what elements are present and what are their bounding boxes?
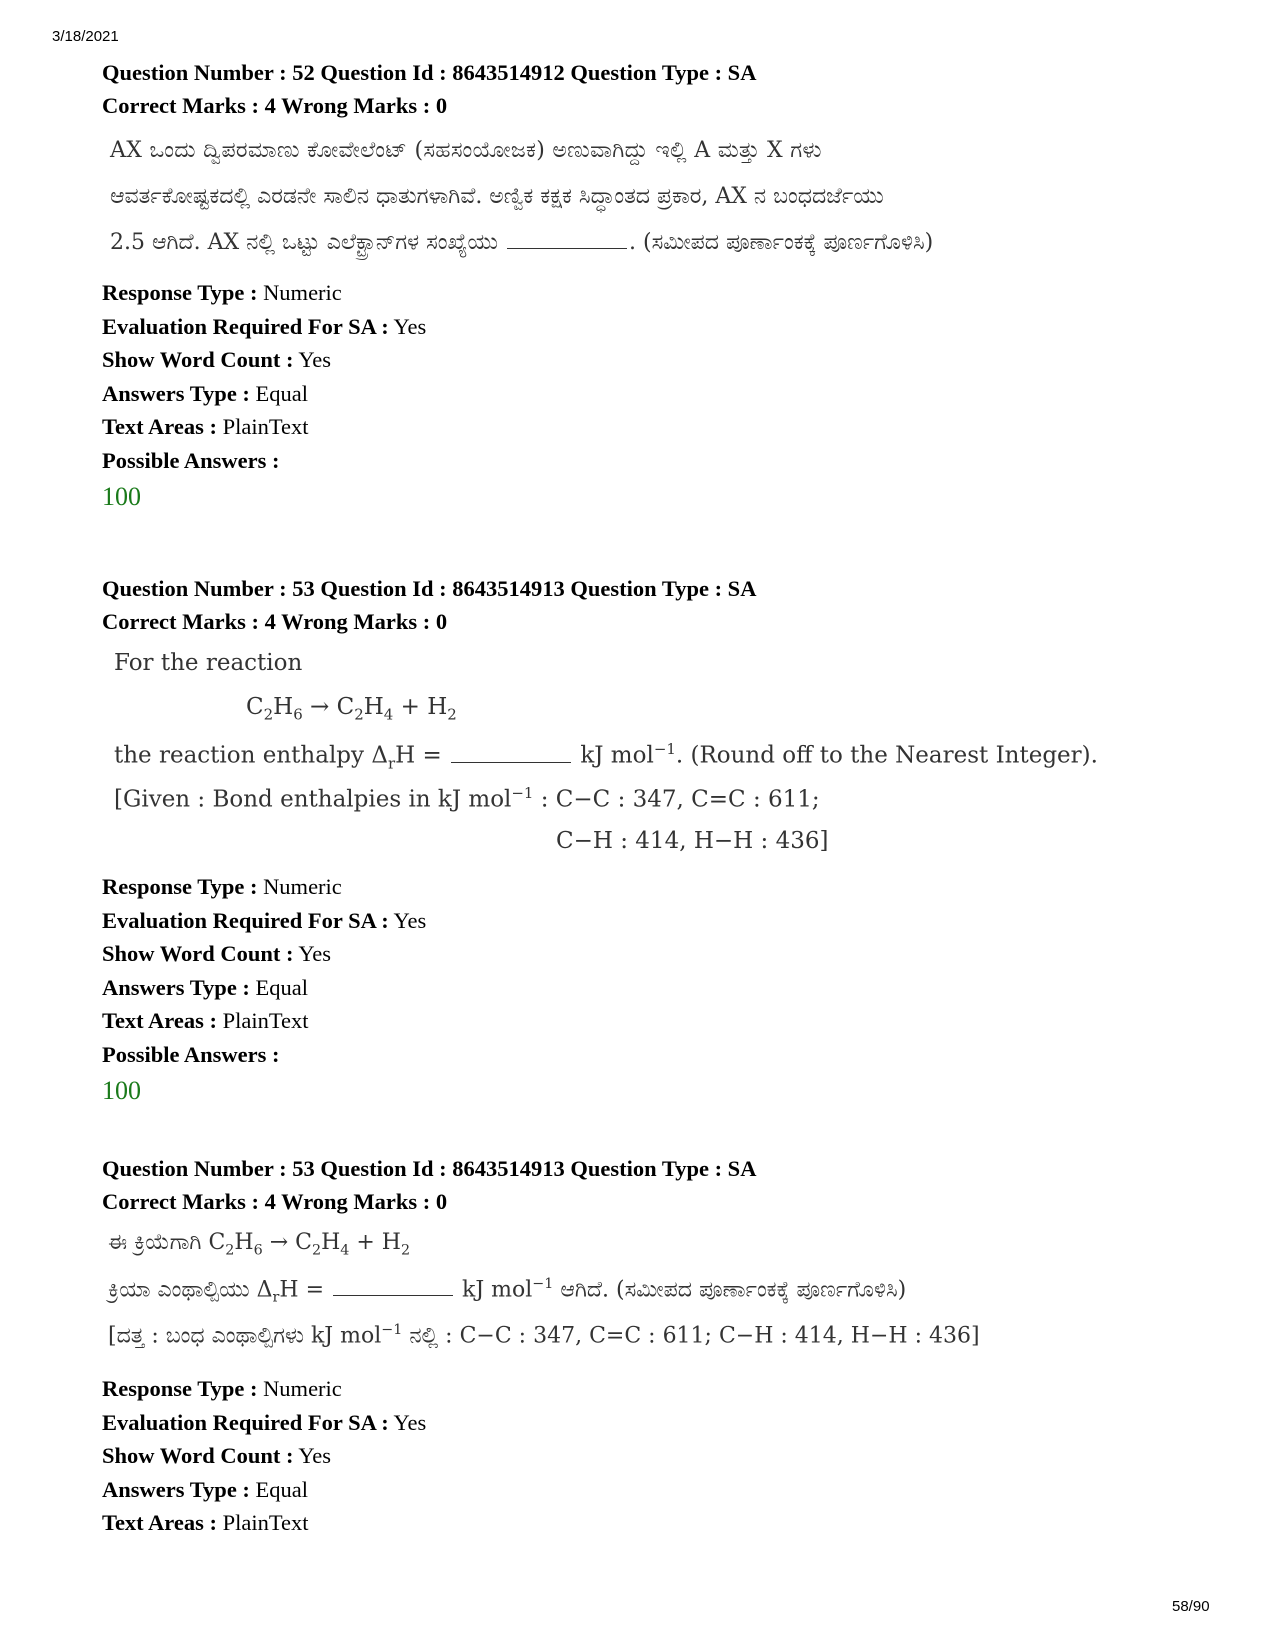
- meta-value: PlainText: [222, 1008, 309, 1033]
- question-meta: [102, 870, 1192, 1071]
- question-line: [ದತ್ತ : ಬಂಧ ಎಂಥಾಲ್ಪಿಗಳು kJ mol$^{-1}$ ನಲ್ಲಿ : C−C : 347, C=C : 611; C−H : 414, H−H : 436]: [108, 1322, 980, 1349]
- meta-label: Show Word Count :: [102, 1443, 294, 1468]
- question-line: ಆವರ್ತಕೋಷ್ಟಕದಲ್ಲಿ ಎರಡನೇ ಸಾಲಿನ ಧಾತುಗಳಾಗಿವೆ. ಅಣ್ವಿಕ ಕಕ್ಷಕ ಸಿದ್ಧಾಂತದ ಪ್ರಕಾರ, AX ನ ಬಂಧದರ್ಜೆಯು: [110, 184, 884, 209]
- question-meta: [102, 276, 1192, 477]
- meta-label: Evaluation Required For SA :: [102, 313, 389, 339]
- meta-row: [102, 1506, 1192, 1540]
- meta-row: [102, 377, 1192, 411]
- meta-row: [102, 937, 1192, 971]
- unit-text: kJ mol: [580, 742, 654, 769]
- answer-blank: [333, 1294, 453, 1296]
- meta-label: Evaluation Required For SA :: [102, 907, 389, 933]
- meta-label: Response Type :: [102, 280, 258, 305]
- meta-value: Numeric: [263, 280, 342, 305]
- meta-value: Equal: [255, 380, 309, 406]
- meta-label: Possible Answers :: [102, 1041, 280, 1067]
- question-line-text: : C−C : 347, C=C : 611;: [540, 786, 820, 813]
- question-line-text: . (ಸಮೀಪದ ಪೂರ್ಣಾಂಕಕ್ಕೆ ಪೂರ್ಣಗೊಳಿಸಿ): [629, 230, 934, 255]
- question-header: Question Number : 53 Question Id : 8643514913 Question Type : SA: [102, 1156, 757, 1181]
- meta-label: Possible Answers :: [102, 447, 280, 473]
- question-line-text: . (Round off to the Nearest Integer).: [675, 742, 1098, 769]
- meta-label: Response Type :: [102, 1376, 258, 1401]
- meta-row: [102, 971, 1192, 1005]
- meta-value: Yes: [298, 1443, 332, 1468]
- meta-value: Yes: [393, 907, 427, 933]
- meta-row: [102, 1004, 1192, 1038]
- marks-header: Correct Marks : 4 Wrong Marks : 0: [102, 609, 448, 634]
- possible-answer: 100: [102, 482, 141, 511]
- meta-row: [102, 276, 1192, 310]
- page-number: 58/90: [1172, 1598, 1210, 1615]
- question-line: C−H : 414, H−H : 436]: [556, 828, 829, 854]
- meta-value: PlainText: [222, 414, 309, 439]
- possible-answer: 100: [102, 1076, 141, 1105]
- question-block-53-kn: [102, 1152, 1192, 1540]
- question-line: ಕ್ರಿಯಾ ಎಂಥಾಲ್ಪಿಯು $\Delta_rH$ = kJ mol$^{-1}$ ಆಗಿದೆ. (ಸಮೀಪದ ಪೂರ್ಣಾಂಕಕ್ಕೆ ಪೂರ್ಣಗೊಳಿಸಿ): [108, 1276, 907, 1306]
- meta-value: Yes: [393, 1409, 427, 1435]
- meta-row: [102, 870, 1192, 904]
- reaction-equation: $C_2H_6 \to C_2H_4 + H_2$: [246, 694, 457, 724]
- meta-value: Numeric: [263, 1376, 342, 1401]
- meta-row: [102, 1372, 1192, 1406]
- question-block-53-en: [102, 572, 1192, 1108]
- meta-value: Yes: [298, 347, 332, 372]
- question-text: [102, 638, 1192, 870]
- question-line-text: the reaction enthalpy: [114, 742, 365, 769]
- question-line-text: ಆಗಿದೆ. (ಸಮೀಪದ ಪೂರ್ಣಾಂಕಕ್ಕೆ ಪೂರ್ಣಗೊಳಿಸಿ): [560, 1277, 907, 1303]
- question-text: [102, 1218, 1192, 1372]
- question-line-text: [Given : Bond enthalpies in kJ mol: [114, 786, 512, 813]
- meta-row: [102, 410, 1192, 444]
- unit-text: kJ mol: [462, 1277, 533, 1303]
- meta-label: Show Word Count :: [102, 941, 294, 966]
- meta-row: [102, 343, 1192, 377]
- meta-row: [102, 1406, 1192, 1440]
- meta-label: Evaluation Required For SA :: [102, 1409, 389, 1435]
- question-line: the reaction enthalpy $\Delta_rH$ = kJ mol$^{-1}$. (Round off to the Nearest Integer).: [114, 740, 1098, 773]
- answer-blank: [451, 761, 571, 763]
- meta-row: [102, 444, 1192, 478]
- question-line: AX ಒಂದು ದ್ವಿಪರಮಾಣು ಕೋವೇಲೆಂಟ್ (ಸಹಸಂಯೋಜಕ) ಅಣುವಾಗಿದ್ದು ಇಲ್ಲಿ A ಮತ್ತು X ಗಳು: [110, 138, 822, 163]
- meta-label: Answers Type :: [102, 380, 250, 406]
- meta-value: Yes: [393, 313, 427, 339]
- question-line: [110, 230, 933, 255]
- question-line-text: ಈ ಕ್ರಿಯೆಗಾಗಿ: [108, 1230, 202, 1255]
- marks-header: Correct Marks : 4 Wrong Marks : 0: [102, 1189, 448, 1214]
- answer-blank: [507, 247, 627, 249]
- meta-row: [102, 1439, 1192, 1473]
- question-line-text: 2.5 ಆಗಿದೆ. AX ನಲ್ಲಿ ಒಟ್ಟು ಎಲೆಕ್ಟ್ರಾನ್‌ಗಳ ಸಂಖ್ಯೆಯು: [110, 230, 499, 255]
- question-line-text: [ದತ್ತ : ಬಂಧ ಎಂಥಾಲ್ಪಿಗಳು kJ mol: [108, 1323, 382, 1349]
- question-line: ಈ ಕ್ರಿಯೆಗಾಗಿ $C_2H_6 \to C_2H_4 + H_2$: [108, 1230, 411, 1259]
- question-line: For the reaction: [114, 650, 303, 676]
- meta-value: PlainText: [222, 1510, 309, 1535]
- meta-value: Equal: [255, 1476, 309, 1502]
- question-line-text: ನಲ್ಲಿ : C−C : 347, C=C : 611; C−H : 414, H−H : 436]: [409, 1323, 980, 1349]
- question-line-text: ಕ್ರಿಯಾ ಎಂಥಾಲ್ಪಿಯು: [108, 1277, 250, 1303]
- meta-row: [102, 1038, 1192, 1072]
- print-date: 3/18/2021: [52, 28, 119, 45]
- meta-label: Text Areas :: [102, 414, 217, 439]
- meta-value: Numeric: [263, 874, 342, 899]
- meta-label: Text Areas :: [102, 1510, 217, 1535]
- question-block-52: [102, 56, 1192, 514]
- meta-row: [102, 1473, 1192, 1507]
- marks-header: Correct Marks : 4 Wrong Marks : 0: [102, 93, 448, 118]
- question-meta: [102, 1372, 1192, 1540]
- meta-label: Show Word Count :: [102, 347, 294, 372]
- meta-value: Yes: [298, 941, 332, 966]
- question-text: [102, 122, 1192, 276]
- meta-label: Answers Type :: [102, 1476, 250, 1502]
- meta-row: [102, 310, 1192, 344]
- meta-row: [102, 904, 1192, 938]
- meta-value: Equal: [255, 974, 309, 1000]
- meta-label: Text Areas :: [102, 1008, 217, 1033]
- question-header: Question Number : 52 Question Id : 8643514912 Question Type : SA: [102, 60, 757, 85]
- meta-label: Answers Type :: [102, 974, 250, 1000]
- question-line: [Given : Bond enthalpies in kJ mol$^{-1}$ : C−C : 347, C=C : 611;: [114, 784, 820, 813]
- meta-label: Response Type :: [102, 874, 258, 899]
- question-header: Question Number : 53 Question Id : 8643514913 Question Type : SA: [102, 576, 757, 601]
